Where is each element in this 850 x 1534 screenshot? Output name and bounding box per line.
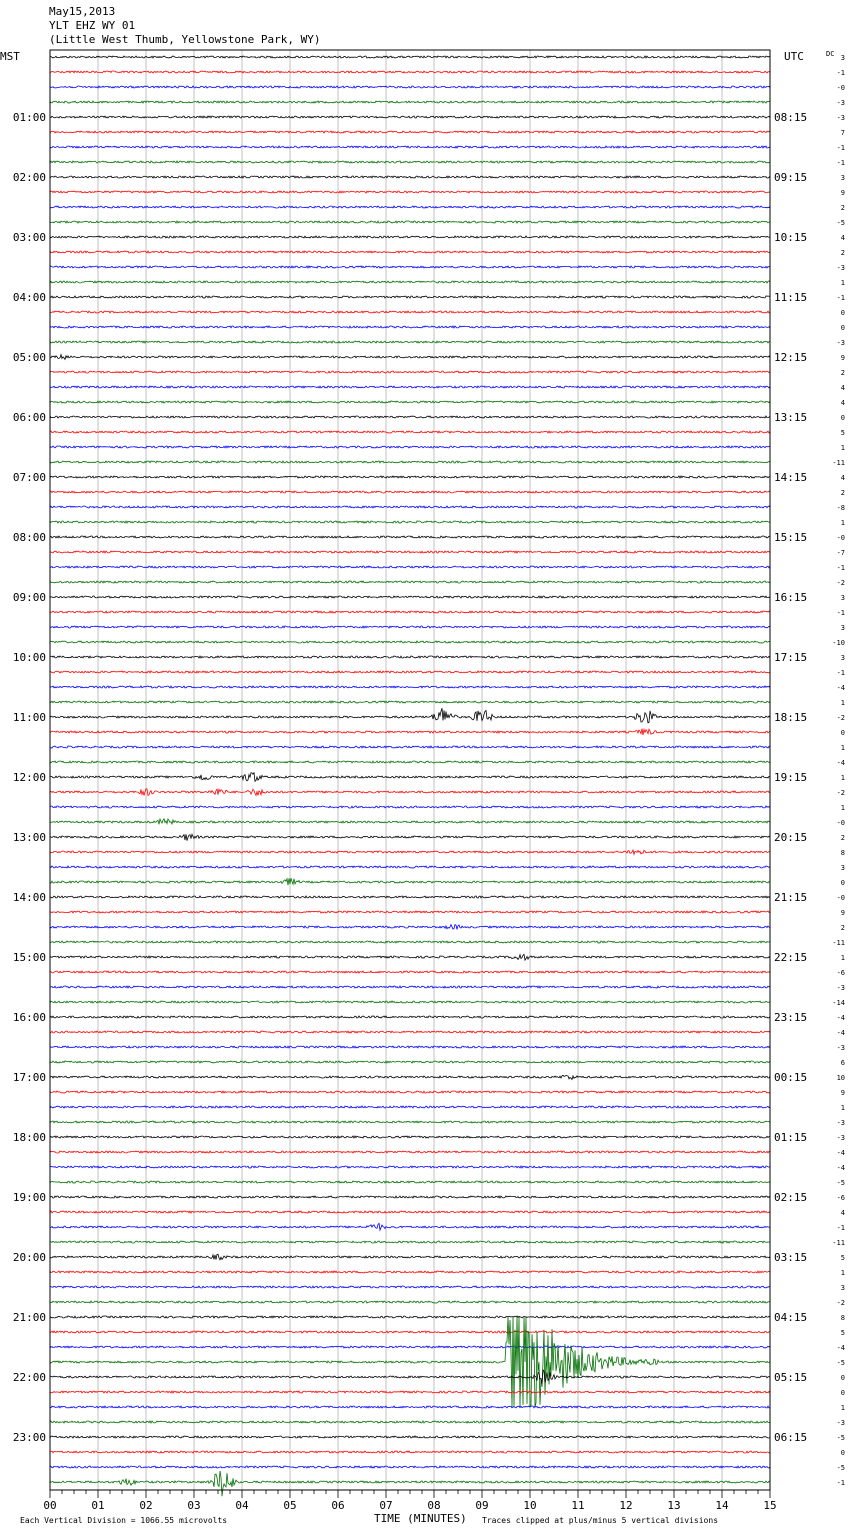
dc-offset-label: -3 [836,264,845,272]
dc-offset-label: -0 [836,819,845,827]
dc-offset-label: 8 [840,1314,845,1322]
dc-offset-label: 3 [840,594,845,602]
dc-offset-label: 0 [840,1389,845,1397]
dc-offset-label: -4 [836,684,845,692]
trace-row-16 [50,296,770,298]
trace-row-21 [50,371,770,373]
trace-row-81 [50,1271,770,1273]
utc-hour-labels [774,111,807,1444]
dc-offset-label: -2 [836,789,845,797]
trace-row-28 [50,476,770,478]
dc-offset-label: -0 [836,894,845,902]
utc-hour-label: 11:15 [774,291,808,304]
dc-offset-label: -2 [836,714,845,722]
trace-row-57 [50,911,770,913]
trace-row-63 [50,1001,770,1003]
trace-row-18 [50,326,770,328]
dc-offset-label: -3 [836,1119,845,1127]
dc-offset-label: -5 [836,1179,845,1187]
trace-row-42 [50,686,770,688]
trace-row-91 [50,1421,770,1423]
utc-hour-label: 20:15 [774,831,808,844]
dc-offset-label: 1 [840,954,845,962]
dc-offset-label: -3 [836,1419,845,1427]
x-tick-label: 14 [715,1499,729,1512]
dc-offset-label: -6 [836,1194,845,1202]
dc-offset-label: -1 [836,294,845,302]
dc-offset-label: 0 [840,309,845,317]
dc-offset-label: -0 [836,534,845,542]
dc-offset-label: -1 [836,144,845,152]
mst-hour-label: 13:00 [12,831,46,844]
x-tick-label: 11 [571,1499,585,1512]
mst-hour-label: 11:00 [12,711,46,724]
station-code: YLT EHZ WY 01 [49,19,136,32]
dc-offset-label: 7 [840,129,845,137]
trace-row-86 [50,1346,770,1348]
trace-row-93 [50,1451,770,1453]
mst-hour-label: 10:00 [12,651,46,664]
dc-offset-label: 5 [840,1254,845,1262]
trace-row-9 [50,191,770,193]
dc-offset-label: 1 [840,744,845,752]
trace-row-69 [50,1091,770,1093]
dc-offset-label: 3 [840,174,845,182]
dc-offset-label: -1 [836,159,845,167]
trace-row-52 [50,834,770,840]
dc-offset-label: -3 [836,339,845,347]
dc-offset-label: -3 [836,1044,845,1052]
trace-row-36 [50,596,770,598]
trace-row-59 [50,941,770,943]
dc-offset-label: -1 [836,564,845,572]
dc-offset-label: 3 [840,1284,845,1292]
dc-offset-label: 1 [840,519,845,527]
trace-row-70 [50,1106,770,1108]
trace-row-24 [50,416,770,418]
trace-row-54 [50,866,770,868]
dc-offset-label: 2 [840,834,845,842]
time-axis [43,1490,776,1512]
trace-row-92 [50,1436,770,1438]
utc-hour-label: 04:15 [774,1311,808,1324]
mst-hour-label: 02:00 [12,171,46,184]
trace-row-14 [50,266,770,268]
trace-row-48 [50,773,770,782]
trace-row-27 [50,461,770,463]
trace-row-40 [50,656,770,658]
utc-hour-label: 15:15 [774,531,808,544]
utc-hour-label: 06:15 [774,1431,808,1444]
dc-offset-label: -11 [832,1239,845,1247]
utc-hour-label: 08:15 [774,111,808,124]
x-tick-label: 03 [187,1499,201,1512]
x-tick-label: 08 [427,1499,441,1512]
trace-row-30 [50,506,770,508]
trace-row-64 [50,1016,770,1018]
dc-offset-label: -5 [836,1464,845,1472]
dc-offset-label: -14 [832,999,845,1007]
dc-offset-label: 9 [840,1089,845,1097]
trace-row-44 [50,708,770,723]
x-tick-label: 07 [379,1499,393,1512]
trace-row-11 [50,221,770,223]
dc-offset-label: 4 [840,474,845,482]
trace-row-0 [50,56,770,58]
dc-offset-label: -5 [836,219,845,227]
dc-offset-label: -1 [836,669,845,677]
trace-row-88 [50,1370,770,1384]
dc-offset-label: 1 [840,774,845,782]
dc-offset-label: 9 [840,909,845,917]
utc-hour-label: 10:15 [774,231,808,244]
mst-hour-label: 22:00 [12,1371,46,1384]
mst-hour-label: 03:00 [12,231,46,244]
trace-row-10 [50,206,770,208]
dc-offset-label: 4 [840,1209,845,1217]
dc-offset-label: -4 [836,1344,845,1352]
right-timezone-label: UTC [784,50,804,63]
x-tick-label: 09 [475,1499,489,1512]
x-tick-label: 13 [667,1499,681,1512]
dc-offset-label: 2 [840,369,845,377]
dc-offset-label: -10 [832,639,845,647]
x-tick-label: 05 [283,1499,297,1512]
trace-row-43 [50,701,770,703]
dc-offset-label: 0 [840,1449,845,1457]
plot-frame [50,50,770,1490]
dc-offset-label: -4 [836,1164,845,1172]
mst-hour-label: 07:00 [12,471,46,484]
trace-row-61 [50,971,770,973]
dc-offset-label: -3 [836,1134,845,1142]
utc-hour-label: 21:15 [774,891,808,904]
trace-row-77 [50,1211,770,1213]
trace-row-35 [50,581,770,583]
dc-offset-label: -6 [836,969,845,977]
trace-row-1 [50,71,770,73]
dc-offset-label: -1 [836,1224,845,1232]
utc-hour-label: 12:15 [774,351,808,364]
mst-hour-label: 09:00 [12,591,46,604]
dc-offset-label: 4 [840,399,845,407]
dc-offset-header: DC [826,50,835,58]
trace-row-34 [50,566,770,568]
trace-row-89 [50,1391,770,1393]
dc-offset-label: 1 [840,804,845,812]
chart-date: May15,2013 [49,5,116,18]
dc-offset-label: 2 [840,489,845,497]
trace-row-56 [50,896,770,898]
dc-offset-label: -4 [836,1149,845,1157]
dc-offset-label: 1 [840,699,845,707]
scale-note: Each Vertical Division = 1066.55 microvolts [20,1516,228,1525]
trace-row-17 [50,311,770,313]
mst-hour-label: 18:00 [12,1131,46,1144]
dc-offset-label: -11 [832,459,845,467]
clip-note: Traces clipped at plus/minus 5 vertical divisions [482,1516,719,1525]
mst-hour-label: 01:00 [12,111,46,124]
mst-hour-label: 20:00 [12,1251,46,1264]
trace-row-15 [50,281,770,283]
trace-row-8 [50,176,770,178]
trace-row-94 [50,1466,770,1468]
dc-offset-label: 6 [840,1059,845,1067]
dc-offset-label: -4 [836,1029,845,1037]
trace-row-55 [50,878,770,885]
trace-row-45 [50,729,770,736]
x-tick-label: 15 [763,1499,777,1512]
trace-row-2 [50,86,770,88]
dc-offset-label: 3 [840,54,845,62]
trace-row-32 [50,536,770,538]
trace-row-5 [50,131,770,133]
mst-hour-label: 06:00 [12,411,46,424]
seismic-traces [50,56,770,1496]
dc-offset-label: -3 [836,99,845,107]
trace-row-19 [50,341,770,343]
x-tick-label: 04 [235,1499,249,1512]
mst-hour-label: 15:00 [12,951,46,964]
utc-hour-label: 02:15 [774,1191,808,1204]
dc-offset-label: 2 [840,249,845,257]
trace-row-31 [50,521,770,523]
dc-offset-label: -1 [836,1479,845,1487]
mst-hour-label: 21:00 [12,1311,46,1324]
mst-hour-labels [13,111,46,1444]
mst-hour-label: 19:00 [12,1191,46,1204]
trace-row-73 [50,1151,770,1153]
dc-offset-label: 0 [840,879,845,887]
x-tick-label: 02 [139,1499,153,1512]
dc-offset-label: 3 [840,654,845,662]
utc-hour-label: 22:15 [774,951,808,964]
left-timezone-label: MST [0,50,20,63]
trace-row-7 [50,161,770,163]
trace-row-53 [50,850,770,854]
utc-hour-label: 14:15 [774,471,808,484]
dc-offset-label: 1 [840,1104,845,1112]
dc-offset-label: 10 [836,1074,845,1082]
trace-row-25 [50,431,770,433]
x-tick-label: 06 [331,1499,345,1512]
dc-offset-label: -3 [836,114,845,122]
dc-offset-label: -1 [836,69,845,77]
trace-row-58 [50,925,770,930]
dc-offset-label: 0 [840,414,845,422]
trace-row-20 [50,355,770,360]
trace-row-90 [50,1406,770,1408]
dc-offset-label: 0 [840,1374,845,1382]
trace-row-85 [50,1331,770,1333]
dc-offset-label: -4 [836,759,845,767]
utc-hour-label: 09:15 [774,171,808,184]
dc-offset-label: 1 [840,1269,845,1277]
utc-hour-label: 18:15 [774,711,808,724]
station-location: (Little West Thumb, Yellowstone Park, WY) [49,33,321,46]
trace-row-75 [50,1181,770,1183]
trace-row-60 [50,954,770,960]
trace-row-82 [50,1286,770,1288]
utc-hour-label: 23:15 [774,1011,808,1024]
trace-row-37 [50,611,770,613]
x-tick-label: 00 [43,1499,57,1512]
dc-offset-label: 1 [840,444,845,452]
dc-offset-label: 5 [840,1329,845,1337]
dc-offset-label: 3 [840,864,845,872]
dc-offset-label: -2 [836,1299,845,1307]
dc-offset-label: -8 [836,504,845,512]
dc-offset-label: -4 [836,1014,845,1022]
mst-hour-label: 16:00 [12,1011,46,1024]
trace-row-62 [50,986,770,988]
trace-row-78 [50,1223,770,1230]
mst-hour-label: 12:00 [12,771,46,784]
mst-hour-label: 05:00 [12,351,46,364]
dc-offset-label: -7 [836,549,845,557]
mst-hour-label: 23:00 [12,1431,46,1444]
trace-row-39 [50,641,770,643]
trace-row-83 [50,1301,770,1303]
trace-row-29 [50,491,770,493]
dc-offset-label: 9 [840,189,845,197]
utc-hour-label: 16:15 [774,591,808,604]
trace-row-65 [50,1031,770,1033]
dc-offset-label: 4 [840,234,845,242]
utc-hour-label: 05:15 [774,1371,808,1384]
trace-row-79 [50,1241,770,1243]
utc-hour-label: 13:15 [774,411,808,424]
dc-offset-label: 0 [840,324,845,332]
trace-row-49 [50,789,770,796]
mst-hour-label: 08:00 [12,531,46,544]
x-axis-title: TIME (MINUTES) [374,1512,467,1525]
dc-offset-label: 9 [840,354,845,362]
dc-offset-label: -3 [836,984,845,992]
dc-offset-label: 0 [840,729,845,737]
x-tick-label: 10 [523,1499,537,1512]
mst-hour-label: 04:00 [12,291,46,304]
trace-row-51 [50,819,770,825]
utc-hour-label: 00:15 [774,1071,808,1084]
dc-offset-label: -2 [836,579,845,587]
trace-row-67 [50,1061,770,1063]
trace-row-26 [50,446,770,448]
x-tick-label: 01 [91,1499,105,1512]
trace-row-23 [50,401,770,403]
trace-row-6 [50,146,770,148]
trace-row-22 [50,386,770,388]
dc-offset-label: -11 [832,939,845,947]
trace-row-13 [50,251,770,253]
trace-row-80 [50,1254,770,1260]
trace-row-46 [50,746,770,748]
trace-row-71 [50,1121,770,1123]
trace-row-74 [50,1166,770,1168]
trace-row-12 [50,236,770,238]
mst-hour-label: 14:00 [12,891,46,904]
dc-offset-label: 2 [840,204,845,212]
dc-offset-label: -5 [836,1359,845,1367]
dc-offset-label: -5 [836,1434,845,1442]
utc-hour-label: 17:15 [774,651,808,664]
dc-offset-label: -1 [836,609,845,617]
dc-offset-label: -0 [836,84,845,92]
dc-offset-label: 8 [840,849,845,857]
trace-row-38 [50,626,770,628]
utc-hour-label: 19:15 [774,771,808,784]
dc-offset-label: 4 [840,384,845,392]
utc-hour-label: 03:15 [774,1251,808,1264]
trace-row-84 [50,1316,770,1318]
trace-row-3 [50,101,770,103]
trace-row-33 [50,551,770,553]
mst-hour-label: 17:00 [12,1071,46,1084]
trace-row-41 [50,671,770,673]
dc-offset-labels [832,54,845,1487]
dc-offset-label: 2 [840,924,845,932]
dc-offset-label: 1 [840,279,845,287]
trace-row-47 [50,761,770,763]
trace-row-66 [50,1046,770,1048]
dc-offset-label: 1 [840,1404,845,1412]
dc-offset-label: 3 [840,624,845,632]
trace-row-50 [50,806,770,808]
trace-row-68 [50,1075,770,1079]
x-tick-label: 12 [619,1499,633,1512]
trace-row-4 [50,116,770,118]
trace-row-76 [50,1196,770,1198]
utc-hour-label: 01:15 [774,1131,808,1144]
trace-row-72 [50,1136,770,1138]
dc-offset-label: 5 [840,429,845,437]
